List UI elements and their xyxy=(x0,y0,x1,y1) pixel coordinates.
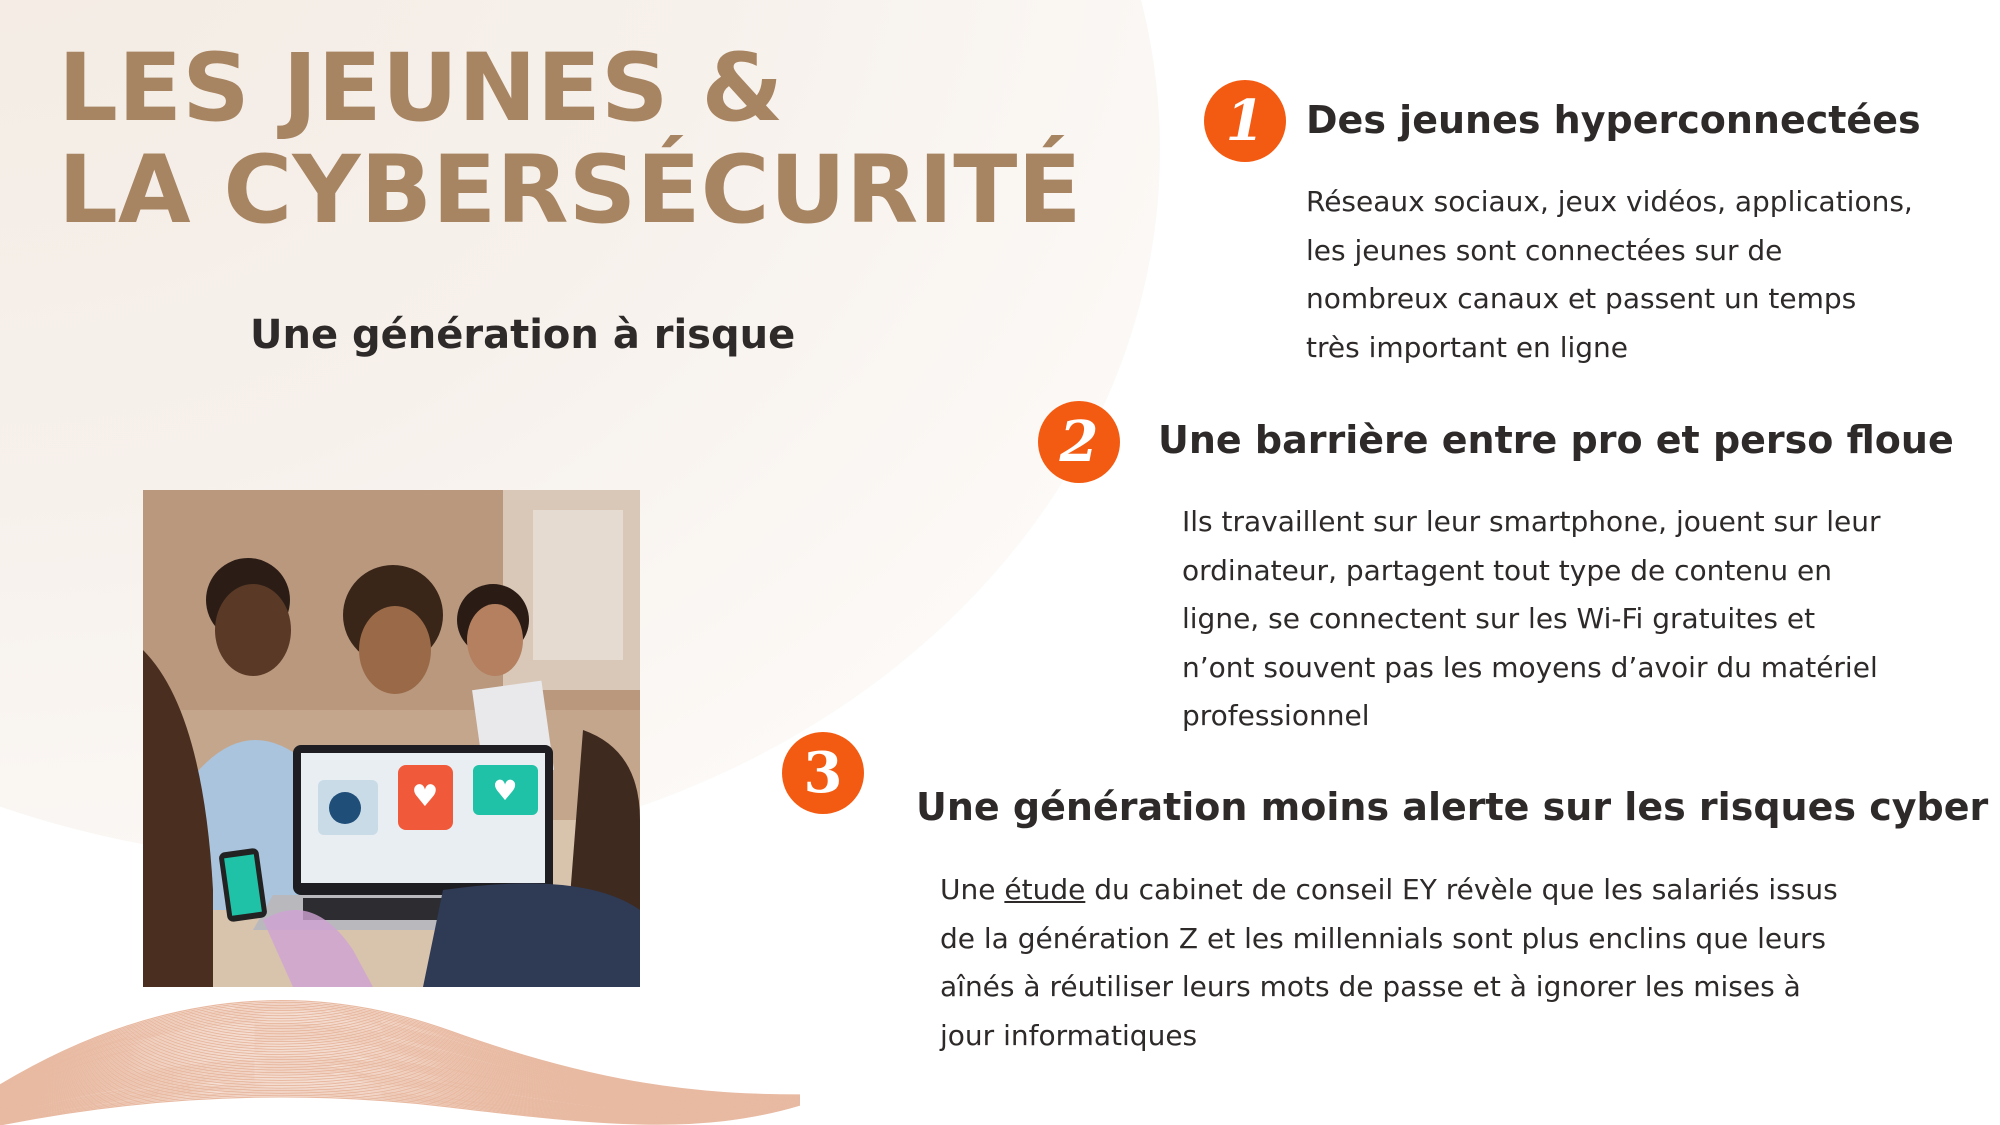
point-2-heading: Une barrière entre pro et perso floue xyxy=(1158,418,1954,462)
study-link[interactable]: étude xyxy=(1004,873,1086,906)
page-title xyxy=(58,34,1082,245)
illustration-photo xyxy=(143,490,640,987)
point-3-text xyxy=(940,866,1838,1060)
point-3-line: aînés à réutiliser leurs mots de passe et à ignorer les mises à xyxy=(940,970,1801,1003)
point-2-line: n’ont souvent pas les moyens d’avoir du matériel xyxy=(1182,650,1878,684)
subtitle: Une génération à risque xyxy=(250,312,796,358)
point-3-line: jour informatiques xyxy=(940,1018,1198,1052)
point-2-text xyxy=(1182,498,1880,741)
point-3-line xyxy=(940,866,1838,915)
point-1-heading: Des jeunes hyperconnectées xyxy=(1306,98,1921,142)
heart-globe-icon xyxy=(329,792,361,824)
point-2-line: professionnel xyxy=(1182,699,1370,732)
number-badge-2: 2 xyxy=(1038,401,1120,483)
point-3-line-prefix: Une xyxy=(940,873,1005,906)
title-line-2: LA CYBERSÉCURITÉ xyxy=(58,136,1082,245)
svg-text:♥: ♥ xyxy=(492,774,518,807)
point-3-heading: Une génération moins alerte sur les risques cyber xyxy=(916,785,1989,829)
point-2-line: ordinateur, partagent tout type de contenu en xyxy=(1182,553,1833,587)
point-2-line: ligne, se connectent sur les Wi-Fi gratuites et xyxy=(1182,602,1816,635)
point-3-line-suffix: du cabinet de conseil EY révèle que les salariés issus xyxy=(1085,873,1838,906)
point-1-line: les jeunes sont connectées sur de xyxy=(1306,233,1783,267)
point-1-text xyxy=(1306,178,1913,372)
point-3-line: de la génération Z et les millennials sont plus enclins que leurs xyxy=(940,921,1826,955)
point-1-line: nombreux canaux et passent un temps xyxy=(1306,282,1857,315)
number-badge-3: 3 xyxy=(782,732,864,814)
point-1-line: Réseaux sociaux, jeux vidéos, applications, xyxy=(1306,185,1913,218)
svg-text:♥: ♥ xyxy=(411,779,439,814)
point-2-line: Ils travaillent sur leur smartphone, jouent sur leur xyxy=(1182,505,1881,538)
point-1-line: très important en ligne xyxy=(1306,330,1628,364)
title-line-1: LES JEUNES & xyxy=(58,34,784,143)
number-badge-1: 1 xyxy=(1204,80,1286,162)
